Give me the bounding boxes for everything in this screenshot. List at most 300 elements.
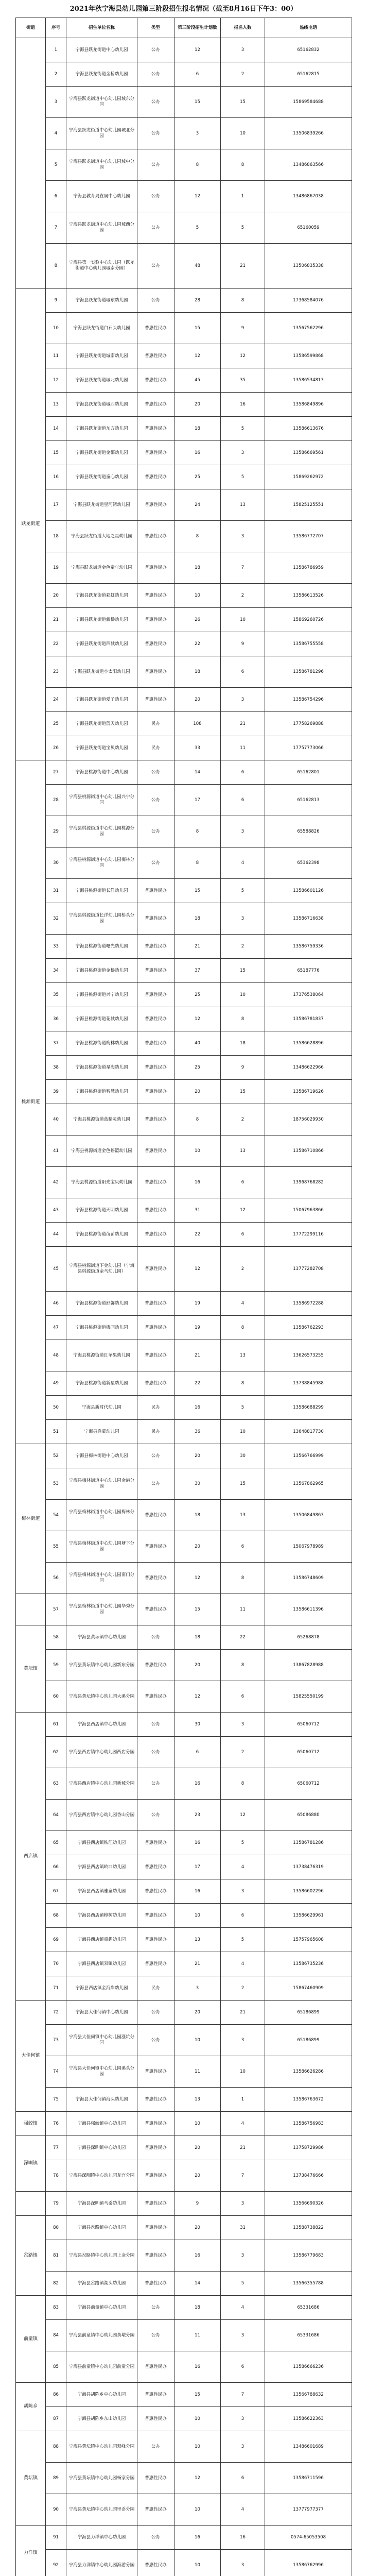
school-type: 普惠性民办: [137, 608, 174, 632]
hotline: 65186899: [265, 2001, 352, 2025]
hotline: 15825125551: [265, 489, 352, 521]
school-type: 普惠性民办: [137, 903, 174, 935]
table-row: [16, 1831, 352, 1855]
school-name: 宁海县跃龙街道白石头幼儿园: [66, 313, 137, 344]
hotline: 65160059: [265, 212, 352, 244]
hotline: 13586613526: [265, 584, 352, 608]
plan-count: 3: [174, 118, 221, 149]
applicant-count: 4: [221, 2296, 265, 2320]
plan-count: 37: [174, 959, 221, 983]
hotline: 15869584688: [265, 87, 352, 118]
applicant-count: 3: [221, 2025, 265, 2056]
table-row: [16, 2160, 352, 2192]
applicant-count: 30: [221, 1444, 265, 1468]
table-row: [16, 1928, 352, 1952]
row-index: 56: [46, 1563, 66, 1594]
applicant-count: 3: [221, 2192, 265, 2216]
table-row: [16, 149, 352, 181]
table-row: [16, 1247, 352, 1292]
hotline: 17368584076: [265, 289, 352, 313]
table-row: [16, 1800, 352, 1831]
applicant-count: 5: [221, 417, 265, 441]
row-index: 46: [46, 1292, 66, 1316]
plan-count: 25: [174, 465, 221, 489]
plan-count: 12: [174, 1681, 221, 1713]
hotline: 13586772707: [265, 521, 352, 552]
hotline: 13586755558: [265, 632, 352, 656]
school-name: 宁海县桃源街道曙光幼儿园: [66, 935, 137, 959]
school-type: 民办: [137, 1976, 174, 2001]
header-street: 街道: [16, 18, 46, 38]
applicant-count: 4: [221, 2494, 265, 2526]
row-index: 26: [46, 736, 66, 760]
plan-count: 13: [174, 2088, 221, 2112]
table-row: [16, 712, 352, 736]
school-name: 宁海县跃龙街道中心幼儿园城东分园: [66, 87, 137, 118]
school-name: 宁海县跃龙街道蓝天幼儿园: [66, 712, 137, 736]
hotline: 13588738822: [265, 2216, 352, 2240]
table-row: [16, 2320, 352, 2351]
school-type: 公办: [137, 38, 174, 62]
applicant-count: 3: [221, 1879, 265, 1904]
school-name: 宁海县桃源街道梅林幼儿园: [66, 1031, 137, 1056]
school-type: 普惠性民办: [137, 1104, 174, 1136]
table-row: [16, 465, 352, 489]
hotline: 13566690326: [265, 2192, 352, 2216]
plan-count: 16: [174, 2351, 221, 2383]
plan-count: 45: [174, 368, 221, 393]
hotline: 13586599868: [265, 344, 352, 368]
table-row: [16, 1976, 352, 2001]
table-row: [16, 1768, 352, 1800]
plan-count: 10: [174, 2025, 221, 2056]
school-name: 宁海县西店镇中心幼儿园香山分园: [66, 1800, 137, 1831]
table-row: [16, 2192, 352, 2216]
plan-count: 14: [174, 760, 221, 785]
row-index: 22: [46, 632, 66, 656]
row-index: 24: [46, 688, 66, 712]
school-name: 宁海县跃龙街道童心幼儿园: [66, 465, 137, 489]
header-index: 序号: [46, 18, 66, 38]
row-index: 76: [46, 2112, 66, 2136]
table-row: [16, 38, 352, 62]
row-index: 29: [46, 816, 66, 848]
applicant-count: 10: [221, 608, 265, 632]
row-index: 62: [46, 1737, 66, 1768]
school-type: 普惠性民办: [137, 2160, 174, 2192]
plan-count: 21: [174, 935, 221, 959]
street-cell: 岔路镇: [16, 2216, 46, 2296]
hotline: 65187776: [265, 959, 352, 983]
row-index: 27: [46, 760, 66, 785]
applicant-count: 16: [221, 2526, 265, 2550]
applicant-count: 4: [221, 1292, 265, 1316]
hotline: 13506835338: [265, 244, 352, 289]
school-name: 宁海县跃龙街道城南幼儿园: [66, 344, 137, 368]
school-name: 宁海县西店镇中心幼儿园: [66, 1713, 137, 1737]
hotline: 13586611396: [265, 1594, 352, 1625]
school-type: 普惠性民办: [137, 1031, 174, 1056]
plan-count: 12: [174, 1247, 221, 1292]
hotline: 13486863566: [265, 149, 352, 181]
table-row: [16, 289, 352, 313]
row-index: 41: [46, 1136, 66, 1167]
hotline: 13586716638: [265, 903, 352, 935]
street-cell: 黄坛镇: [16, 2431, 46, 2526]
plan-count: 20: [174, 688, 221, 712]
school-name: 宁海县跃龙街道城北幼儿园: [66, 368, 137, 393]
table-row: [16, 212, 352, 244]
plan-count: 12: [174, 2463, 221, 2494]
row-index: 58: [46, 1625, 66, 1650]
table-row: [16, 118, 352, 149]
header-school-name: 招生单位名称: [66, 18, 137, 38]
plan-count: 15: [174, 879, 221, 903]
applicant-count: 6: [221, 656, 265, 688]
school-type: 普惠性民办: [137, 1198, 174, 1223]
plan-count: 18: [174, 656, 221, 688]
school-name: 宁海县梅林街道中心幼儿园金港分园: [66, 1468, 137, 1500]
school-type: 普惠性民办: [137, 1292, 174, 1316]
school-type: 公办: [137, 118, 174, 149]
table-row: [16, 1879, 352, 1904]
school-type: 民办: [137, 1396, 174, 1420]
school-name: 宁海县跃龙街道中心幼儿园城中分园: [66, 149, 137, 181]
row-index: 31: [46, 879, 66, 903]
table-row: [16, 785, 352, 816]
plan-count: 15: [174, 313, 221, 344]
school-name: 宁海县桃源街道智慧幼儿园: [66, 1080, 137, 1104]
school-type: 公办: [137, 1713, 174, 1737]
school-type: 公办: [137, 816, 174, 848]
school-name: 宁海县黄坛镇中心幼儿园新东分园: [66, 1650, 137, 1681]
school-name: 宁海县深甽镇中心幼儿园: [66, 2136, 137, 2160]
school-name: 宁海县桃源街道新星幼儿园: [66, 1371, 137, 1396]
plan-count: 20: [174, 2160, 221, 2192]
applicant-count: 3: [221, 38, 265, 62]
table-row: [16, 2088, 352, 2112]
street-cell: 力洋镇: [16, 2526, 46, 2576]
applicant-count: 21: [221, 712, 265, 736]
hotline: 13486867038: [265, 181, 352, 212]
plan-count: 20: [174, 393, 221, 417]
plan-count: 18: [174, 2296, 221, 2320]
row-index: 52: [46, 1444, 66, 1468]
row-index: 60: [46, 1681, 66, 1713]
plan-count: 18: [174, 1625, 221, 1650]
school-type: 公办: [137, 1737, 174, 1768]
table-row: [16, 489, 352, 521]
school-type: 公办: [137, 2025, 174, 2056]
school-type: 普惠性民办: [137, 1056, 174, 1080]
hotline: 13586628896: [265, 1031, 352, 1056]
school-name: 宁海县强蛟镇中心幼儿园: [66, 2112, 137, 2136]
hotline: 13586763672: [265, 2088, 352, 2112]
hotline: 65162813: [265, 785, 352, 816]
applicant-count: 9: [221, 632, 265, 656]
row-index: 85: [46, 2351, 66, 2383]
school-type: 普惠性民办: [137, 2136, 174, 2160]
plan-count: 12: [174, 181, 221, 212]
plan-count: 19: [174, 1316, 221, 1340]
row-index: 20: [46, 584, 66, 608]
table-row: [16, 1167, 352, 1198]
applicant-count: 6: [221, 785, 265, 816]
school-type: 普惠性民办: [137, 2494, 174, 2526]
applicant-count: 8: [221, 1007, 265, 1031]
applicant-count: 2: [221, 1976, 265, 2001]
table-row: [16, 1650, 352, 1681]
school-name: 宁海县桃源街道中心幼儿园桃源分园: [66, 816, 137, 848]
plan-count: 18: [174, 417, 221, 441]
school-name: 宁海县梅林街道中心幼儿园塘下分园: [66, 1531, 137, 1563]
table-row: [16, 441, 352, 465]
row-index: 53: [46, 1468, 66, 1500]
school-name: 宁海县梅林街道中心幼儿园南门分园: [66, 1563, 137, 1594]
plan-count: 13: [174, 1928, 221, 1952]
plan-count: 12: [174, 38, 221, 62]
hotline: 13586754296: [265, 688, 352, 712]
hotline: 13586622363: [265, 2407, 352, 2431]
school-type: 普惠性民办: [137, 959, 174, 983]
plan-count: 10: [174, 1904, 221, 1928]
plan-count: 8: [174, 521, 221, 552]
row-index: 3: [46, 87, 66, 118]
hotline: 13586711596: [265, 2463, 352, 2494]
enrollment-table: [15, 18, 352, 2576]
row-index: 9: [46, 289, 66, 313]
hotline: 13506839266: [265, 118, 352, 149]
school-type: 普惠性民办: [137, 344, 174, 368]
school-type: 公办: [137, 2431, 174, 2463]
table-row: [16, 87, 352, 118]
school-type: 普惠性民办: [137, 313, 174, 344]
hotline: 17757773066: [265, 736, 352, 760]
applicant-count: 15: [221, 1468, 265, 1500]
table-row: [16, 2494, 352, 2526]
row-index: 2: [46, 62, 66, 87]
applicant-count: 4: [221, 1952, 265, 1976]
school-name: 宁海县跃龙街道大地之星幼儿园: [66, 521, 137, 552]
plan-count: 6: [174, 1737, 221, 1768]
street-cell: 深甽镇: [16, 2136, 46, 2192]
school-name: 宁海县教育局直属中心幼儿园: [66, 181, 137, 212]
row-index: 23: [46, 656, 66, 688]
plan-count: 15: [174, 1594, 221, 1625]
table-row: [16, 584, 352, 608]
row-index: 42: [46, 1167, 66, 1198]
street-cell: [16, 1594, 46, 1625]
header-applicants: 报名人数: [221, 18, 265, 38]
plan-count: 8: [174, 816, 221, 848]
plan-count: 12: [174, 1563, 221, 1594]
school-type: 普惠性民办: [137, 1500, 174, 1531]
hotline: 15757965608: [265, 1928, 352, 1952]
table-row: [16, 2240, 352, 2272]
applicant-count: 3: [221, 903, 265, 935]
hotline: 13586601126: [265, 879, 352, 903]
table-row: [16, 1444, 352, 1468]
school-name: 宁海县西店镇中心幼儿园新城分园: [66, 1768, 137, 1800]
row-index: 5: [46, 149, 66, 181]
table-row: [16, 1223, 352, 1247]
table-row: [16, 1737, 352, 1768]
row-index: 4: [46, 118, 66, 149]
table-row: [16, 244, 352, 289]
applicant-count: 8: [221, 289, 265, 313]
school-name: 宁海县西店镇樟树幼儿园: [66, 1904, 137, 1928]
table-row: [16, 1904, 352, 1928]
table-row: [16, 1056, 352, 1080]
row-index: 49: [46, 1371, 66, 1396]
applicant-count: 9: [221, 313, 265, 344]
plan-count: 15: [174, 2383, 221, 2407]
hotline: 13586762293: [265, 1316, 352, 1340]
hotline: 15067963866: [265, 1198, 352, 1223]
school-name: 宁海县梅林街道中心幼儿园华秀分园: [66, 1594, 137, 1625]
school-name: 宁海县深甽镇马岙幼儿园: [66, 2192, 137, 2216]
applicant-count: 11: [221, 736, 265, 760]
school-type: 普惠性民办: [137, 465, 174, 489]
applicant-count: 18: [221, 1031, 265, 1056]
row-index: 28: [46, 785, 66, 816]
plan-count: 20: [174, 2136, 221, 2160]
hotline: 13758729986: [265, 2136, 352, 2160]
school-name: 宁海县桃源街道长洋幼儿园桥头分园: [66, 903, 137, 935]
school-name: 宁海县桃源街道苗苗幼儿园: [66, 1223, 137, 1247]
row-index: 68: [46, 1904, 66, 1928]
hotline: 17772299116: [265, 1223, 352, 1247]
school-type: 普惠性民办: [137, 1904, 174, 1928]
hotline: 13586779683: [265, 2240, 352, 2272]
applicant-count: 12: [221, 344, 265, 368]
table-row: [16, 552, 352, 584]
row-index: 15: [46, 441, 66, 465]
applicant-count: 21: [221, 2001, 265, 2025]
table-row: [16, 181, 352, 212]
street-cell: 西店镇: [16, 1713, 46, 2001]
plan-count: 8: [174, 848, 221, 879]
applicant-count: 15: [221, 959, 265, 983]
table-row: [16, 736, 352, 760]
plan-count: 12: [174, 1007, 221, 1031]
hotline: 65086880: [265, 1800, 352, 1831]
row-index: 83: [46, 2296, 66, 2320]
school-name: 宁海县胡陈乡中心幼儿园: [66, 2383, 137, 2407]
table-row: [16, 656, 352, 688]
school-type: 普惠性民办: [137, 417, 174, 441]
school-name: 宁海县跃龙街道城西幼儿园: [66, 393, 137, 417]
school-type: 普惠性民办: [137, 584, 174, 608]
plan-count: 108: [174, 712, 221, 736]
row-index: 70: [46, 1952, 66, 1976]
school-name: 宁海县跃龙街道金桥幼儿园: [66, 62, 137, 87]
table-row: [16, 2216, 352, 2240]
row-index: 87: [46, 2407, 66, 2431]
applicant-count: 5: [221, 1831, 265, 1855]
table-row: [16, 62, 352, 87]
hotline: 13586534813: [265, 368, 352, 393]
hotline: 13648817730: [265, 1420, 352, 1444]
row-index: 81: [46, 2240, 66, 2272]
table-row: [16, 959, 352, 983]
school-type: 普惠性民办: [137, 393, 174, 417]
school-type: 普惠性民办: [137, 983, 174, 1007]
school-type: 公办: [137, 2320, 174, 2351]
hotline: 13586735236: [265, 1952, 352, 1976]
school-name: 宁海县跃龙街道西城幼儿园: [66, 632, 137, 656]
table-row: [16, 1396, 352, 1420]
applicant-count: 2: [221, 1247, 265, 1292]
school-name: 宁海县前童镇中心幼儿园: [66, 2296, 137, 2320]
row-index: 12: [46, 368, 66, 393]
applicant-count: 2: [221, 584, 265, 608]
school-type: 普惠性民办: [137, 2463, 174, 2494]
table-row: [16, 1316, 352, 1340]
hotline: 15825550199: [265, 1681, 352, 1713]
hotline: 13586762996: [265, 2550, 352, 2576]
applicant-count: 3: [221, 2240, 265, 2272]
hotline: 13738476666: [265, 2160, 352, 2192]
table-row: [16, 2136, 352, 2160]
school-type: 普惠性民办: [137, 1247, 174, 1292]
hotline: 0574-65053508: [265, 2526, 352, 2550]
applicant-count: 8: [221, 1768, 265, 1800]
plan-count: 12: [174, 344, 221, 368]
school-name: 宁海县第一实验中心幼儿园（跃龙街道中心幼儿园城南分园）: [66, 244, 137, 289]
applicant-count: 10: [221, 118, 265, 149]
row-index: 13: [46, 393, 66, 417]
school-name: 宁海县胡陈乡东山幼儿园: [66, 2407, 137, 2431]
applicant-count: 4: [221, 848, 265, 879]
school-type: 普惠性民办: [137, 489, 174, 521]
plan-count: 20: [174, 1080, 221, 1104]
plan-count: 22: [174, 632, 221, 656]
plan-count: 31: [174, 1198, 221, 1223]
row-index: 17: [46, 489, 66, 521]
row-index: 55: [46, 1531, 66, 1563]
plan-count: 10: [174, 2407, 221, 2431]
row-index: 8: [46, 244, 66, 289]
school-type: 普惠性民办: [137, 1563, 174, 1594]
applicant-count: 2: [221, 62, 265, 87]
row-index: 7: [46, 212, 66, 244]
row-index: 47: [46, 1316, 66, 1340]
row-index: 82: [46, 2272, 66, 2296]
applicant-count: 3: [221, 2320, 265, 2351]
hotline: 13586602296: [265, 1879, 352, 1904]
hotline: 13777282708: [265, 1247, 352, 1292]
school-type: 普惠性民办: [137, 1928, 174, 1952]
school-type: 普惠性民办: [137, 2056, 174, 2088]
hotline: 65331686: [265, 2296, 352, 2320]
school-type: 普惠性民办: [137, 1371, 174, 1396]
plan-count: 22: [174, 1371, 221, 1396]
school-name: 宁海县大佳何镇中心幼儿园: [66, 2001, 137, 2025]
hotline: 65362398: [265, 848, 352, 879]
school-type: 普惠性民办: [137, 1316, 174, 1340]
applicant-count: 3: [221, 688, 265, 712]
plan-count: 20: [174, 1650, 221, 1681]
school-type: 普惠性民办: [137, 1650, 174, 1681]
plan-count: 10: [174, 2550, 221, 2576]
school-name: 宁海县跃龙街道宝贝幼儿园: [66, 736, 137, 760]
school-name: 宁海县西店镇岭口幼儿园: [66, 1855, 137, 1879]
plan-count: 10: [174, 2494, 221, 2526]
header-type: 类型: [137, 18, 174, 38]
hotline: 13867828988: [265, 1650, 352, 1681]
table-row: [16, 1681, 352, 1713]
